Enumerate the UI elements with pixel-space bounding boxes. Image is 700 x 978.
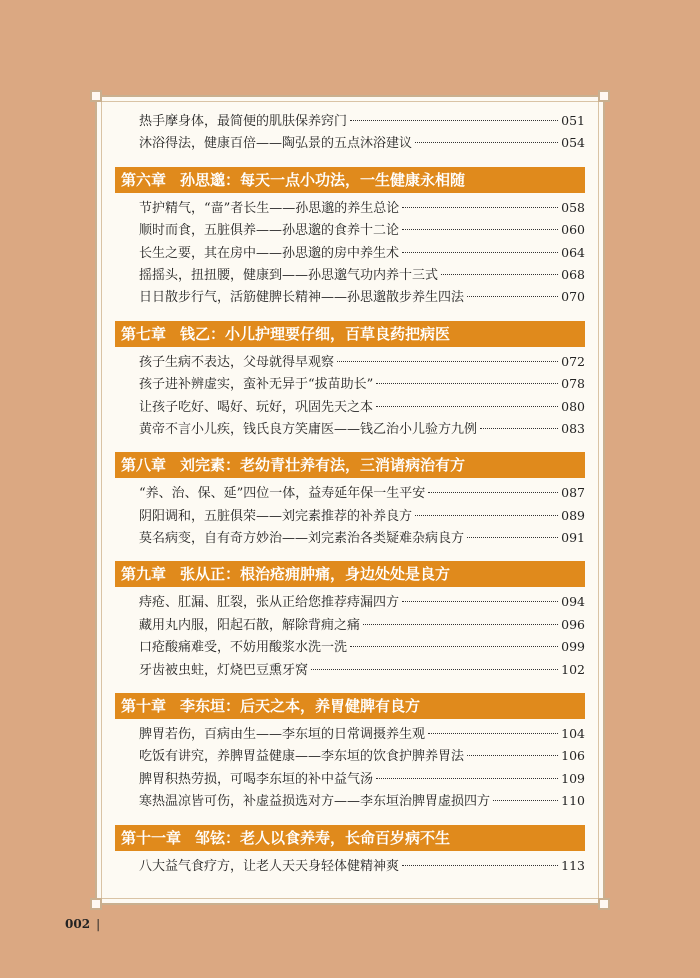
entry-title: 牙齿被虫蛀，灯烧巴豆熏牙窝 (139, 662, 309, 678)
toc-entry[interactable] (139, 286, 585, 308)
entry-title: 阴阳调和，五脏俱荣——刘完素推荐的补养良方 (139, 508, 413, 524)
entry-title: 节护精气，“啬”者长生——孙思邈的养生总论 (139, 200, 400, 216)
table-of-contents (115, 110, 585, 877)
entry-title: 顺时而食，五脏俱养——孙思邈的食养十二论 (139, 223, 400, 239)
toc-entry[interactable] (139, 527, 585, 549)
chapter-number: 第十一章 (121, 828, 182, 847)
entry-title: 让孩子吃好、喝好、玩好，巩固先天之本 (139, 399, 374, 415)
toc-entry[interactable] (139, 110, 585, 132)
toc-entry[interactable] (139, 373, 585, 395)
entry-page-number: 091 (561, 530, 585, 546)
chapter-number: 第十章 (121, 697, 167, 716)
chapter-number: 第八章 (121, 456, 167, 475)
page-number: 002 (65, 917, 91, 931)
entry-title: 寒热温凉皆可伤，补虚益损选对方——李东垣治脾胃虚损四方 (139, 794, 491, 810)
dot-leader (376, 406, 558, 407)
entry-title: 藏用丸内服，阳起石散，解除背痈之痛 (139, 617, 361, 633)
entry-page-number: 110 (561, 793, 585, 809)
chapter-title: 孙思邈：每天一点小功法，一生健康永相随 (180, 170, 466, 189)
entry-title: 吃饭有讲究，养脾胃益健康——李东垣的饮食护脾养胃法 (139, 749, 465, 765)
toc-entry[interactable] (139, 855, 585, 877)
entry-title: 沐浴得法，健康百倍——陶弘景的五点沐浴建议 (139, 136, 413, 152)
toc-entry[interactable] (139, 264, 585, 286)
toc-entry[interactable] (139, 591, 585, 613)
entry-page-number: 058 (561, 199, 585, 215)
dot-leader (467, 296, 558, 297)
dot-leader (415, 142, 558, 143)
entry-page-number: 072 (561, 353, 585, 369)
chapter-heading (115, 167, 585, 193)
entry-page-number: 102 (561, 661, 585, 677)
entry-page-number: 113 (561, 857, 585, 873)
dot-leader (363, 624, 558, 625)
toc-entry[interactable] (139, 482, 585, 504)
toc-entry[interactable] (139, 614, 585, 636)
corner-ornament (598, 898, 610, 910)
dot-leader (415, 515, 558, 516)
dot-leader (402, 865, 558, 866)
toc-entry[interactable] (139, 396, 585, 418)
entry-title: 脾胃若伤，百病由生——李东垣的日常调摄养生观 (139, 727, 426, 743)
chapter-title: 张从正：根治疮痈肿痛，身边处处是良方 (180, 565, 451, 584)
toc-entry[interactable] (139, 219, 585, 241)
dot-leader (376, 383, 558, 384)
entry-title: 痔疮、肛漏、肛裂，张从正给您推荐痔漏四方 (139, 595, 400, 611)
entry-title: 长生之要，其在房中——孙思邈的房中养生术 (139, 245, 400, 261)
entry-page-number: 054 (561, 135, 585, 151)
toc-entry[interactable] (139, 636, 585, 658)
dot-leader (350, 120, 558, 121)
page-folio (65, 917, 100, 931)
toc-entry[interactable] (139, 723, 585, 745)
corner-ornament (90, 90, 102, 102)
toc-entry[interactable] (139, 505, 585, 527)
dot-leader (311, 669, 558, 670)
entry-page-number: 051 (561, 113, 585, 128)
dot-leader (337, 361, 558, 362)
chapter-heading (115, 693, 585, 719)
dot-leader (480, 428, 558, 429)
entry-page-number: 094 (561, 594, 585, 610)
entry-page-number: 109 (561, 770, 585, 786)
entry-title: 莫名病变，自有奇方妙治——刘完素治各类疑难杂病良方 (139, 531, 465, 547)
chapter-title: 刘完素：老幼青壮养有法，三消诸病治有方 (180, 456, 466, 475)
entry-page-number: 068 (561, 266, 585, 282)
chapter-number: 第九章 (121, 565, 167, 584)
dot-leader (493, 800, 558, 801)
entry-page-number: 099 (561, 639, 585, 655)
entry-page-number: 064 (561, 244, 585, 260)
dot-leader (441, 274, 558, 275)
entry-title: “养、治、保、延”四位一体，益寿延年保一生平安 (139, 486, 426, 502)
entry-title: 八大益气食疗方，让老人天天身轻体健精神爽 (139, 858, 400, 874)
corner-ornament (598, 90, 610, 102)
dot-leader (428, 492, 558, 493)
chapter-heading (115, 452, 585, 478)
chapter-title: 邹铉：老人以食养寿，长命百岁病不生 (195, 828, 451, 847)
chapter-title: 李东垣：后天之本，养胃健脾有良方 (180, 697, 421, 716)
corner-ornament (90, 898, 102, 910)
dot-leader (467, 537, 558, 538)
entry-title: 日日散步行气，活筋健脾长精神——孙思邈散步养生四法 (139, 290, 465, 306)
dot-leader (402, 601, 558, 602)
toc-entry[interactable] (139, 418, 585, 440)
chapter-number: 第七章 (121, 324, 167, 343)
entry-title: 摇摇头，扭扭腰，健康到——孙思邈气功内养十三式 (139, 267, 439, 283)
entry-page-number: 106 (561, 748, 585, 764)
dot-leader (402, 252, 558, 253)
dot-leader (467, 755, 558, 756)
folio-separator: | (96, 917, 101, 931)
entry-page-number: 096 (561, 616, 585, 632)
entry-title: 孩子生病不表达，父母就得早观察 (139, 354, 335, 370)
chapter-title: 钱乙：小儿护理要仔细，百草良药把病医 (180, 324, 451, 343)
entry-page-number: 080 (561, 398, 585, 414)
entry-page-number: 104 (561, 726, 585, 742)
toc-entry[interactable] (139, 351, 585, 373)
dot-leader (402, 229, 558, 230)
chapter-heading (115, 825, 585, 851)
entry-title: 孩子进补辨虚实，蛮补无异于“拔苗助长” (139, 377, 374, 393)
toc-entry[interactable] (139, 132, 585, 154)
entry-title: 口疮酸痛难受，不妨用酸浆水洗一洗 (139, 640, 348, 656)
dot-leader (402, 207, 558, 208)
chapter-heading (115, 321, 585, 347)
toc-entry[interactable] (139, 790, 585, 812)
entry-title: 热手摩身体，最简便的肌肤保养窍门 (139, 114, 348, 129)
toc-entry[interactable] (139, 659, 585, 681)
toc-entry[interactable] (139, 242, 585, 264)
entry-title: 脾胃积热劳损，可喝李东垣的补中益气汤 (139, 771, 374, 787)
entry-page-number: 078 (561, 376, 585, 392)
dot-leader (376, 778, 558, 779)
entry-page-number: 089 (561, 507, 585, 523)
dot-leader (350, 646, 558, 647)
entry-page-number: 060 (561, 222, 585, 238)
dot-leader (428, 733, 558, 734)
chapter-number: 第六章 (121, 170, 167, 189)
toc-entry[interactable] (139, 197, 585, 219)
chapter-heading (115, 561, 585, 587)
entry-page-number: 070 (561, 289, 585, 305)
toc-entry[interactable] (139, 745, 585, 767)
entry-page-number: 087 (561, 485, 585, 501)
toc-entry[interactable] (139, 768, 585, 790)
entry-title: 黄帝不言小儿疾，钱氏良方笑庸医——钱乙治小儿验方九例 (139, 421, 478, 437)
entry-page-number: 083 (561, 420, 585, 436)
